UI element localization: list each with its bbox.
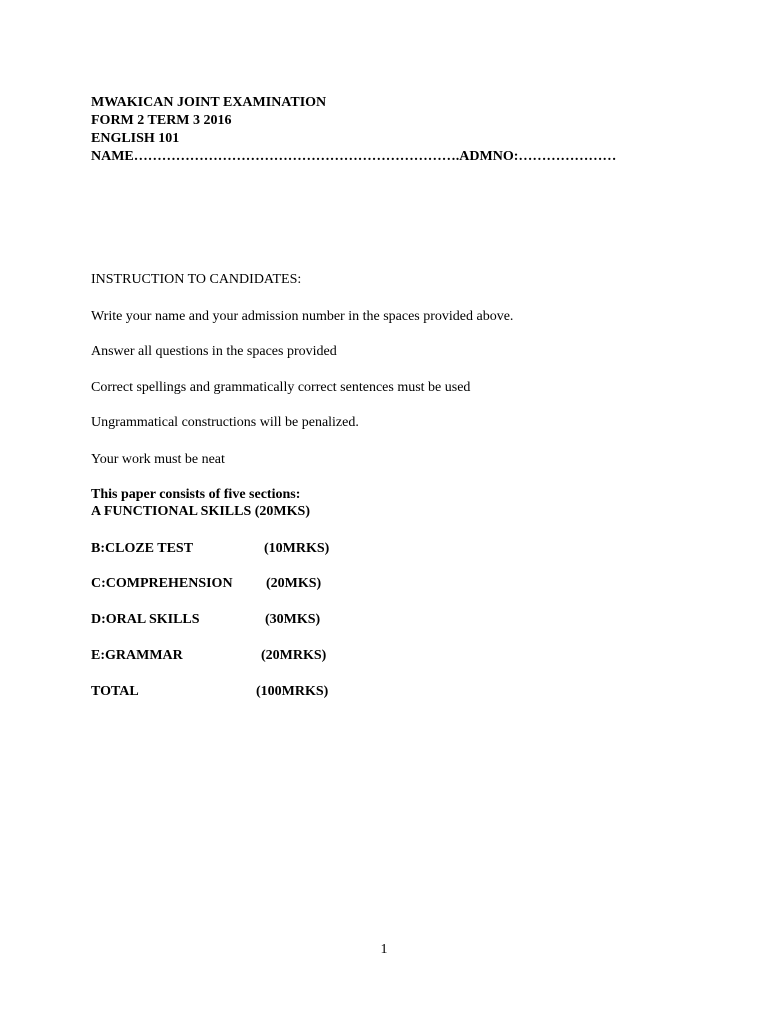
section-a: A FUNCTIONAL SKILLS (20MKS) (91, 504, 310, 519)
section-name: B:CLOZE TEST (91, 541, 194, 556)
section-row (91, 683, 329, 701)
section-marks: (20MKS) (266, 576, 322, 591)
exam-header (91, 94, 616, 166)
section-row (91, 647, 327, 665)
instruction-item: Correct spellings and grammatically correct sentences must be used (91, 380, 471, 395)
instruction-item: Answer all questions in the spaces provided (91, 344, 337, 359)
exam-subject: ENGLISH 101 (91, 131, 180, 146)
section-name: E:GRAMMAR (91, 648, 183, 663)
instructions-heading: INSTRUCTION TO CANDIDATES: (91, 272, 302, 287)
instruction-item: Your work must be neat (91, 452, 225, 467)
section-name: D:ORAL SKILLS (91, 612, 200, 627)
section-name: C:COMPREHENSION (91, 576, 233, 591)
page-number: 1 (380, 942, 388, 957)
section-marks: (20MRKS) (261, 648, 327, 663)
instruction-item: Write your name and your admission number in the spaces provided above. (91, 309, 514, 324)
section-row (91, 611, 321, 629)
sections-intro: This paper consists of five sections: (91, 487, 301, 502)
section-marks: (10MRKS) (264, 541, 330, 556)
exam-form-term: FORM 2 TERM 3 2016 (91, 113, 232, 128)
name-admno-line: NAME…………………………………………………………….ADMNO:………………… (91, 149, 617, 164)
section-name: TOTAL (91, 684, 139, 699)
section-row (91, 540, 330, 558)
section-marks: (30MKS) (265, 612, 321, 627)
section-marks: (100MRKS) (256, 684, 329, 699)
section-row (91, 575, 322, 593)
instruction-item: Ungrammatical constructions will be penalized. (91, 415, 359, 430)
exam-title: MWAKICAN JOINT EXAMINATION (91, 95, 327, 110)
